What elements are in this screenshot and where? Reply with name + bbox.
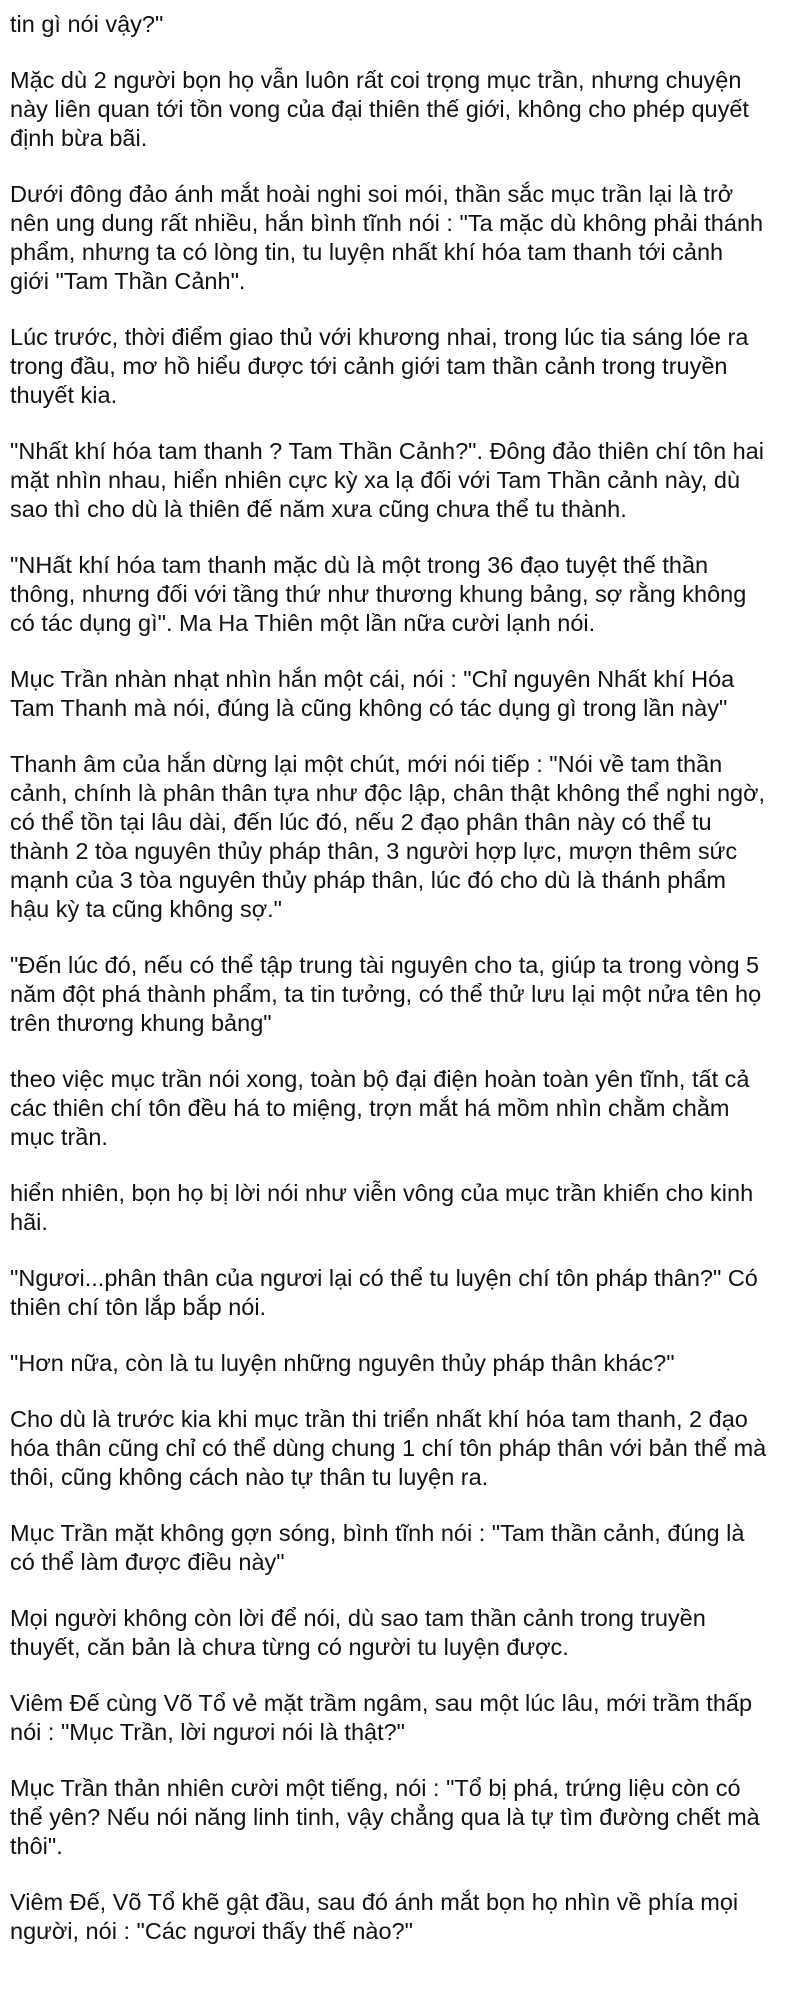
paragraph-18: Mục Trần thản nhiên cười một tiếng, nói : "Tổ bị phá, trứng liệu còn có thể yên? Nếu nói năng linh tinh, vậy chẳng qua là tự tìm đường chết mà thôi". bbox=[10, 1775, 760, 1859]
paragraph-2: Mặc dù 2 người bọn họ vẫn luôn rất coi trọng mục trần, nhưng chuyện này liên quan tới tồn vong của đại thiên thế giới, không cho phép quyết định bừa bãi. bbox=[10, 67, 749, 151]
paragraph-12: "Ngươi...phân thân của ngươi lại có thể tu luyện chí tôn pháp thân?" Có thiên chí tôn lắp bắp nói. bbox=[10, 1265, 758, 1320]
paragraph-8: Thanh âm của hắn dừng lại một chút, mới nói tiếp : "Nói về tam thần cảnh, chính là phân thân tựa như độc lập, chân thật không thể nghi ngờ, có thể tồn tại lâu dài, đến lúc đó, nếu 2 đạo phân thân này có thể tu thành 2 tòa nguyên thủy pháp thân, 3 người hợp lực, mượn thêm sức mạnh của 3 tòa nguyên thủy pháp thân, lúc đó cho dù là thánh phẩm hậu kỳ ta cũng không sợ." bbox=[10, 751, 766, 922]
paragraph-16: Mọi người không còn lời để nói, dù sao tam thần cảnh trong truyền thuyết, căn bản là chưa từng có người tu luyện được. bbox=[10, 1605, 706, 1660]
paragraph-3: Dưới đông đảo ánh mắt hoài nghi soi mói, thần sắc mục trần lại là trở nên ung dung rất nhiều, hắn bình tĩnh nói : "Ta mặc dù không phải thánh phẩm, nhưng ta có lòng tin, tu luyện nhất khí hóa tam thanh tới cảnh giới "Tam Thần Cảnh". bbox=[10, 181, 764, 294]
paragraph-5: "Nhất khí hóa tam thanh ? Tam Thần Cảnh?". Đông đảo thiên chí tôn hai mặt nhìn nhau, hiển nhiên cực kỳ xa lạ đối với Tam Thần cảnh này, dù sao thì cho dù là thiên đế năm xưa cũng chưa thể tu thành. bbox=[10, 438, 764, 522]
paragraph-6: "NHất khí hóa tam thanh mặc dù là một trong 36 đạo tuyệt thế thần thông, nhưng đối với tầng thứ như thương khung bảng, sợ rằng không có tác dụng gì". Ma Ha Thiên một lần nữa cười lạnh nói. bbox=[10, 552, 747, 636]
paragraph-15: Mục Trần mặt không gợn sóng, bình tĩnh nói : "Tam thần cảnh, đúng là có thể làm được điều này" bbox=[10, 1520, 745, 1575]
paragraph-1: tin gì nói vậy?" bbox=[10, 11, 164, 37]
paragraph-9: "Đến lúc đó, nếu có thể tập trung tài nguyên cho ta, giúp ta trong vòng 5 năm đột phá thành phẩm, ta tin tưởng, có thể thử lưu lại một nửa tên họ trên thương khung bảng" bbox=[10, 952, 762, 1036]
paragraph-4: Lúc trước, thời điểm giao thủ với khương nhai, trong lúc tia sáng lóe ra trong đầu, mơ hồ hiểu được tới cảnh giới tam thần cảnh trong truyền thuyết kia. bbox=[10, 324, 749, 408]
paragraph-14: Cho dù là trước kia khi mục trần thi triển nhất khí hóa tam thanh, 2 đạo hóa thân cũng chỉ có thể dùng chung 1 chí tôn pháp thân với bản thể mà thôi, cũng không cách nào tự thân tu luyện ra. bbox=[10, 1406, 767, 1490]
paragraph-11: hiển nhiên, bọn họ bị lời nói như viễn vông của mục trần khiến cho kinh hãi. bbox=[10, 1180, 754, 1235]
paragraph-19: Viêm Đế, Võ Tổ khẽ gật đầu, sau đó ánh mắt bọn họ nhìn về phía mọi người, nói : "Các ngươi thấy thế nào?" bbox=[10, 1889, 739, 1944]
paragraph-13: "Hơn nữa, còn là tu luyện những nguyên thủy pháp thân khác?" bbox=[10, 1350, 675, 1376]
paragraph-17: Viêm Đế cùng Võ Tổ vẻ mặt trầm ngâm, sau một lúc lâu, mới trầm thấp nói : "Mục Trần, lời ngươi nói là thật?" bbox=[10, 1690, 753, 1745]
paragraph-10: theo việc mục trần nói xong, toàn bộ đại điện hoàn toàn yên tĩnh, tất cả các thiên chí tôn đều há to miệng, trợn mắt há mồm nhìn chằm chằm mục trần. bbox=[10, 1066, 750, 1150]
paragraph-7: Mục Trần nhàn nhạt nhìn hắn một cái, nói : "Chỉ nguyên Nhất khí Hóa Tam Thanh mà nói, đúng là cũng không có tác dụng gì trong lần này" bbox=[10, 666, 735, 721]
